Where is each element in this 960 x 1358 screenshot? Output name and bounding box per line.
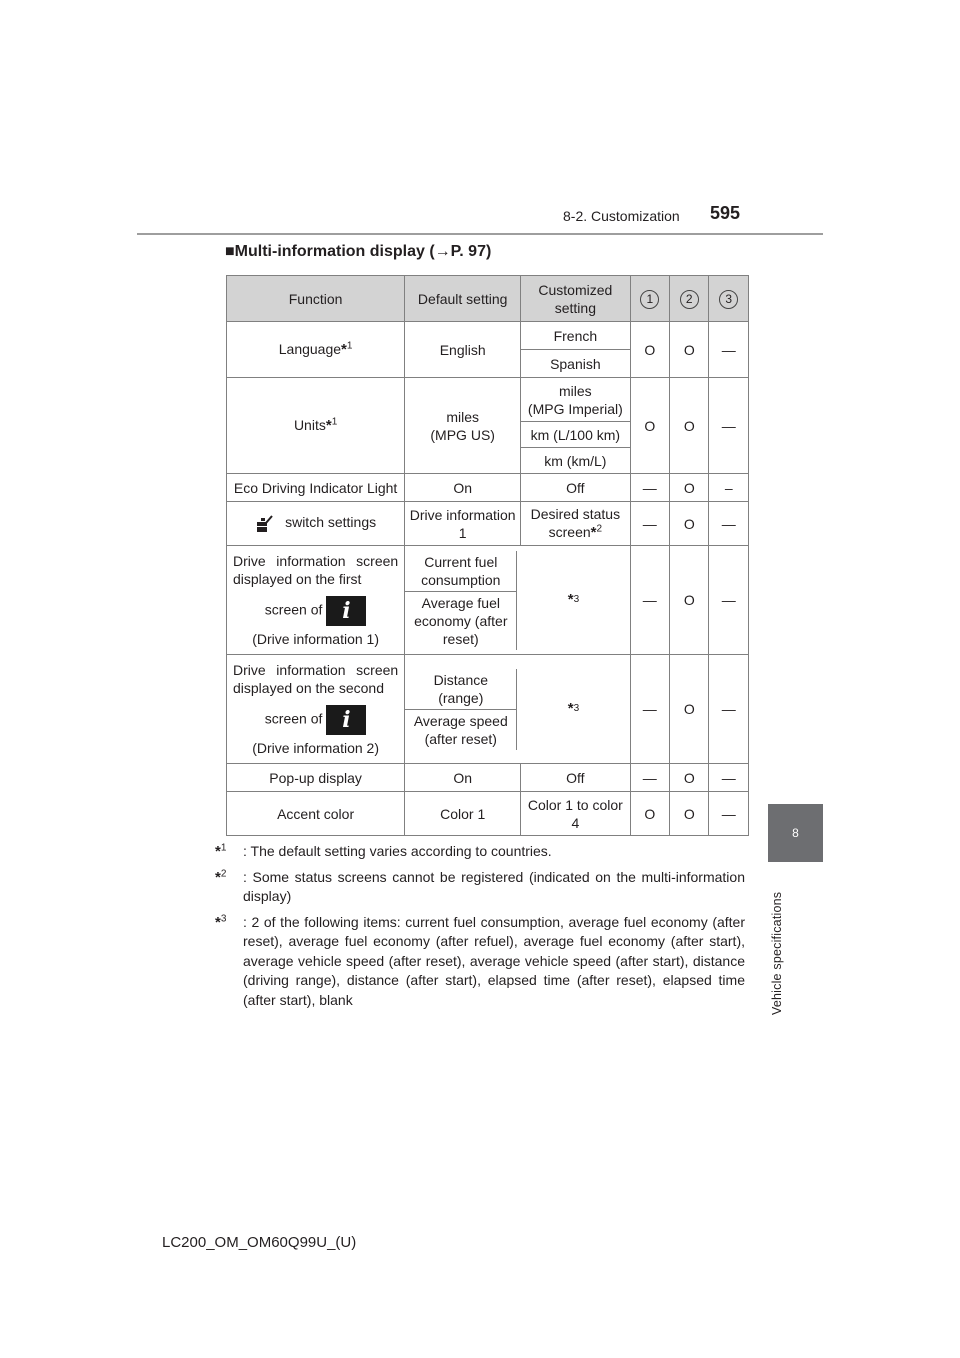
drive-options-grid xyxy=(405,551,629,650)
cell-option: Spanish xyxy=(521,350,630,378)
cell-option: Off xyxy=(521,474,630,502)
cell-c3: — xyxy=(709,655,749,764)
cell-function xyxy=(227,378,405,474)
table-header-row xyxy=(227,276,749,322)
function-label: Drive information screen displayed on the second xyxy=(233,662,399,696)
cell-function xyxy=(227,502,405,546)
info-button-icon: i xyxy=(326,705,366,735)
cell-c2: O xyxy=(670,792,709,836)
steering-switch-icon xyxy=(255,514,275,534)
cell-c3: — xyxy=(709,378,749,474)
function-label: (Drive information 2) xyxy=(252,740,380,756)
cell-function: Pop-up display xyxy=(227,764,405,792)
asterisk-icon: * xyxy=(325,417,332,434)
cell-c1: — xyxy=(630,474,669,502)
cell-option: km (km/L) xyxy=(521,448,630,474)
function-label: Language xyxy=(278,341,342,357)
header-function: Function xyxy=(227,276,405,322)
note-text: : 2 of the following items: current fuel consumption, average fuel economy (after reset), average fuel economy (after refuel), average fuel economy (after start), average vehicle speed (after reset), average vehicle speed (after start), distance (driving range), distance (after start), elapsed time (after reset), elapsed time (after start), blank xyxy=(243,913,745,1008)
cell-function xyxy=(227,655,405,764)
cell-c1: O xyxy=(630,378,669,474)
table-row xyxy=(227,792,749,836)
option-label: Current fuel consumption xyxy=(405,551,516,592)
cell-c3: — xyxy=(709,792,749,836)
function-label: switch settings xyxy=(285,514,377,531)
table-row xyxy=(227,502,749,546)
cell-c1: — xyxy=(630,502,669,546)
function-label: (Drive information 1) xyxy=(252,631,380,647)
cell-c2: O xyxy=(670,474,709,502)
asterisk-icon: * xyxy=(341,341,347,358)
cell-default: On xyxy=(405,474,521,502)
cell-c1: O xyxy=(630,792,669,836)
note-marker xyxy=(215,913,226,933)
note-marker xyxy=(215,868,226,888)
header-col1 xyxy=(630,276,669,322)
circled-1-icon: 1 xyxy=(640,290,659,309)
heading-text: Multi-information display (→P. 97) xyxy=(234,243,492,260)
table-row xyxy=(227,474,749,502)
document-code: LC200_OM_OM60Q99U_(U) xyxy=(162,1234,357,1251)
asterisk-icon: * xyxy=(567,700,574,717)
cell-c2: O xyxy=(670,502,709,546)
table-row xyxy=(227,764,749,792)
cell-default: English xyxy=(405,322,521,378)
function-label: screen of xyxy=(264,601,323,618)
header-col3 xyxy=(709,276,749,322)
function-label: screen of xyxy=(264,710,323,727)
circled-2-icon: 2 xyxy=(680,290,699,309)
cell-default xyxy=(405,546,630,655)
cell-default: miles (MPG US) xyxy=(405,378,521,474)
note-ref: 1 xyxy=(346,340,353,352)
square-bullet-icon: ■ xyxy=(225,243,235,260)
chapter-tab[interactable]: 8 xyxy=(768,804,823,862)
cell-c1: O xyxy=(630,322,669,378)
cell-option: French xyxy=(521,322,630,350)
cell-c3: — xyxy=(709,546,749,655)
drive-options-list xyxy=(405,551,517,650)
asterisk-icon: * xyxy=(567,591,574,608)
option-label: Average speed (after reset) xyxy=(413,712,508,747)
footnote xyxy=(215,842,745,862)
section-heading xyxy=(225,243,491,261)
table-row xyxy=(227,322,749,350)
asterisk-icon: * xyxy=(215,913,221,931)
cell-default: Color 1 xyxy=(405,792,521,836)
cell-function xyxy=(227,322,405,378)
circled-3-icon: 3 xyxy=(719,290,738,309)
cell-option: Color 1 to color 4 xyxy=(521,792,630,836)
cell-c1: — xyxy=(630,764,669,792)
header-customized: Customized setting xyxy=(521,276,630,322)
cell-option: Off xyxy=(521,764,630,792)
cell-default: On xyxy=(405,764,521,792)
asterisk-icon: * xyxy=(590,524,597,541)
cell-c1: — xyxy=(630,655,669,764)
cell-c2: O xyxy=(670,764,709,792)
function-label: Units xyxy=(293,417,326,433)
note-number: 1 xyxy=(220,842,227,854)
cell-c2: O xyxy=(670,546,709,655)
option-label: Desired status screen xyxy=(530,506,621,540)
cell-c2: O xyxy=(670,378,709,474)
cell-default xyxy=(405,655,630,764)
drive-note-cell: * 3 xyxy=(567,700,580,717)
cell-option: km (L/100 km) xyxy=(521,422,630,448)
cell-c2: O xyxy=(670,322,709,378)
settings-table xyxy=(226,275,749,836)
drive-options-grid xyxy=(405,669,629,750)
asterisk-icon: * xyxy=(215,868,221,886)
note-number: 2 xyxy=(220,867,227,879)
note-marker xyxy=(215,842,226,862)
option-label: Distance (range) xyxy=(405,669,516,710)
note-ref: 1 xyxy=(331,416,338,428)
cell-function: Accent color xyxy=(227,792,405,836)
cell-c1: — xyxy=(630,546,669,655)
option-label: Average fuel economy (after reset) xyxy=(414,594,508,647)
info-button-icon: i xyxy=(326,596,366,626)
cell-c3: – xyxy=(709,474,749,502)
function-label: Drive information screen displayed on the first xyxy=(233,553,399,587)
cell-c3: — xyxy=(709,764,749,792)
cell-default: Drive information 1 xyxy=(405,502,521,546)
cell-c3: — xyxy=(709,322,749,378)
note-number: 3 xyxy=(220,912,227,924)
cell-option xyxy=(521,502,630,546)
table-row xyxy=(227,655,749,711)
drive-options-list xyxy=(405,669,517,750)
footnotes xyxy=(215,842,745,1016)
table-row xyxy=(227,378,749,422)
cell-option: miles (MPG Imperial) xyxy=(521,378,630,422)
chapter-label-container xyxy=(770,870,790,1015)
note-ref: 2 xyxy=(596,523,603,535)
table-row xyxy=(227,546,749,591)
header-col2 xyxy=(670,276,709,322)
cell-c3: — xyxy=(709,502,749,546)
header-divider xyxy=(137,233,823,235)
header-default: Default setting xyxy=(405,276,521,322)
section-title: 8-2. Customization xyxy=(563,208,680,224)
footnote xyxy=(215,868,745,907)
chapter-label: Vehicle specifications xyxy=(770,891,784,1015)
note-text: : The default setting varies according to countries. xyxy=(243,843,552,859)
note-text: : Some status screens cannot be registered (indicated on the multi-information display) xyxy=(243,868,745,904)
asterisk-icon: * xyxy=(215,843,221,860)
cell-function: Eco Driving Indicator Light xyxy=(227,474,405,502)
cell-function xyxy=(227,546,405,655)
drive-note-cell: * 3 xyxy=(567,591,580,608)
page-number: 595 xyxy=(710,203,741,223)
footnote xyxy=(215,913,745,1011)
cell-c2: O xyxy=(670,655,709,764)
